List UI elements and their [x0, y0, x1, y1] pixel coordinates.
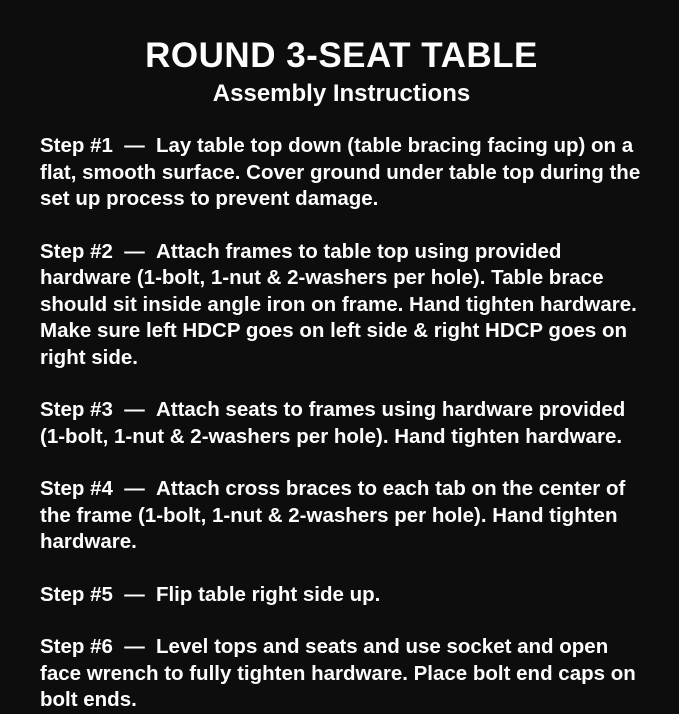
step-3-label: Step #3: [40, 398, 113, 422]
step-5-label: Step #5: [40, 582, 113, 606]
page-subtitle: Assembly Instructions: [212, 79, 471, 107]
em-dash: —: [124, 635, 145, 659]
step-3-text: Attach seats to frames using hardware provided (1-bolt, 1-nut & 2-washers per hole). Hand tighten hardware.: [40, 398, 626, 448]
step-6-label: Step #6: [40, 635, 113, 659]
em-dash: —: [124, 582, 145, 606]
step-6-text: Level tops and seats and use socket and open face wrench to fully tighten hardware. Place bolt end caps on bolt ends.: [40, 635, 636, 712]
em-dash: —: [124, 477, 145, 501]
step-1-text: Lay table top down (table bracing facing up) on a flat, smooth surface. Cover ground under table top during the set up process to prevent damage.: [40, 134, 641, 211]
step-4: [40, 476, 644, 556]
step-4-text: Attach cross braces to each tab on the center of the frame (1-bolt, 1-nut & 2-washers per hole). Hand tighten hardware.: [40, 477, 626, 554]
page-title: ROUND 3-SEAT TABLE: [145, 36, 538, 75]
step-2-text: Attach frames to table top using provided hardware (1-bolt, 1-nut & 2-washers per hole). Table brace should sit inside angle iron on frame. Hand tighten hardware. Make sure left HDCP goes on left side & right HDCP goes on right side.: [40, 239, 637, 369]
step-1: [40, 133, 644, 213]
step-2-label: Step #2: [40, 239, 113, 263]
step-2: [40, 239, 644, 372]
step-6: [40, 634, 644, 714]
step-3: [40, 397, 644, 450]
step-5: [40, 582, 644, 609]
steps-list: [40, 133, 644, 714]
em-dash: —: [124, 134, 145, 158]
step-5-text: Flip table right side up.: [155, 582, 381, 606]
em-dash: —: [124, 398, 145, 422]
step-4-label: Step #4: [40, 477, 113, 501]
em-dash: —: [124, 239, 145, 263]
step-1-label: Step #1: [40, 134, 113, 158]
